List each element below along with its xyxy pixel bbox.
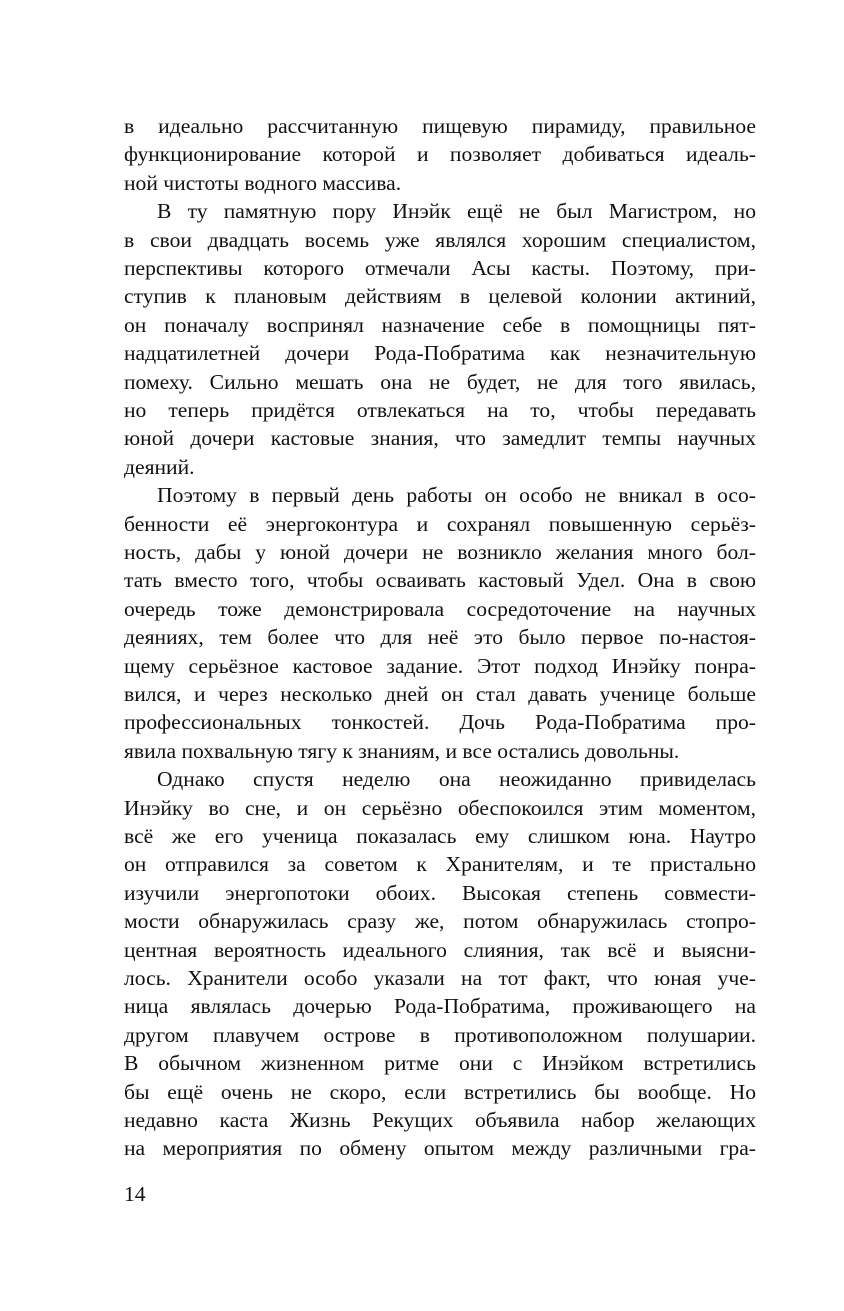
text-line: Однако спустя неделю она неожиданно привиделась: [157, 767, 756, 792]
text-line: Инэйку во сне, и он серьёзно обеспокоился этим моментом,: [124, 795, 756, 820]
text-line: тать вместо того, чтобы осваивать кастовый Удел. Она в свою: [124, 568, 756, 593]
text-line: ной чистоты водного массива.: [124, 170, 402, 195]
text-line: надцатилетней дочери Рода-Побратима как незначительную: [124, 341, 756, 366]
text-line: бы ещё очень не скоро, если встретились бы вообще. Но: [124, 1079, 756, 1104]
text-line: деяний.: [124, 454, 195, 479]
text-line: ность, дабы у юной дочери не возникло желания много бол-: [124, 540, 756, 564]
text-line: помеху. Сильно мешать она не будет, не для того явилась,: [124, 369, 756, 394]
text-line: в свои двадцать восемь уже являлся хорошим специалистом,: [124, 227, 756, 252]
text-line: ступив к плановым действиям в целевой колонии актиний,: [124, 284, 756, 309]
text-line: бенности её энергоконтура и сохранял повышенную серьёз-: [124, 511, 756, 536]
text-line: лось. Хранители особо указали на тот факт, что юная уче-: [124, 966, 756, 990]
text-line: недавно каста Жизнь Рекущих объявила набор желающих: [124, 1108, 756, 1132]
text-line: функционирование которой и позволяет добиваться идеаль-: [124, 142, 756, 167]
text-line: В ту памятную пору Инэйк ещё не был Магистром, но: [157, 199, 756, 224]
text-line: всё же его ученица показалась ему слишком юна. Наутро: [124, 824, 756, 848]
text-line: центная вероятность идеального слияния, так всё и выясни-: [124, 937, 756, 962]
text-line: вился, и через несколько дней он стал давать ученице больше: [124, 682, 756, 706]
text-line: В обычном жизненном ритме они с Инэйком встретились: [124, 1051, 756, 1076]
text-line: изучили энергопотоки обоих. Высокая степень совмести-: [124, 880, 756, 905]
text-line: профессиональных тонкостей. Дочь Рода-Побратима про-: [124, 710, 756, 735]
text-line: юной дочери кастовые знания, что замедлит темпы научных: [124, 426, 756, 451]
text-line: щему серьёзное кастовое задание. Этот подход Инэйку понра-: [124, 653, 756, 678]
text-line: на мероприятия по обмену опытом между различными гра-: [124, 1136, 756, 1161]
page-number: 14: [124, 1182, 146, 1206]
text-line: он поначалу воспринял назначение себе в помощницы пят-: [124, 312, 756, 337]
text-line: он отправился за советом к Хранителям, и те пристально: [124, 852, 756, 877]
text-line: в идеально рассчитанную пищевую пирамиду, правильное: [124, 114, 756, 138]
text-line: но теперь придётся отвлекаться на то, чтобы передавать: [124, 398, 756, 422]
text-line: ница являлась дочерью Рода-Побратима, проживающего на: [124, 994, 756, 1019]
text-line: мости обнаружилась сразу же, потом обнаружилась стопро-: [124, 909, 756, 934]
text-line: очередь тоже демонстрировала сосредоточение на научных: [124, 596, 756, 621]
text-line: деяниях, тем более что для неё это было первое по-настоя-: [124, 625, 756, 650]
text-line: перспективы которого отмечали Асы касты. Поэтому, при-: [124, 256, 756, 280]
text-line: другом плавучем острове в противоположном полушарии.: [124, 1022, 756, 1047]
text-line: Поэтому в первый день работы он особо не вникал в осо-: [157, 483, 756, 508]
text-line: явила похвальную тягу к знаниям, и все остались довольны.: [124, 738, 680, 763]
